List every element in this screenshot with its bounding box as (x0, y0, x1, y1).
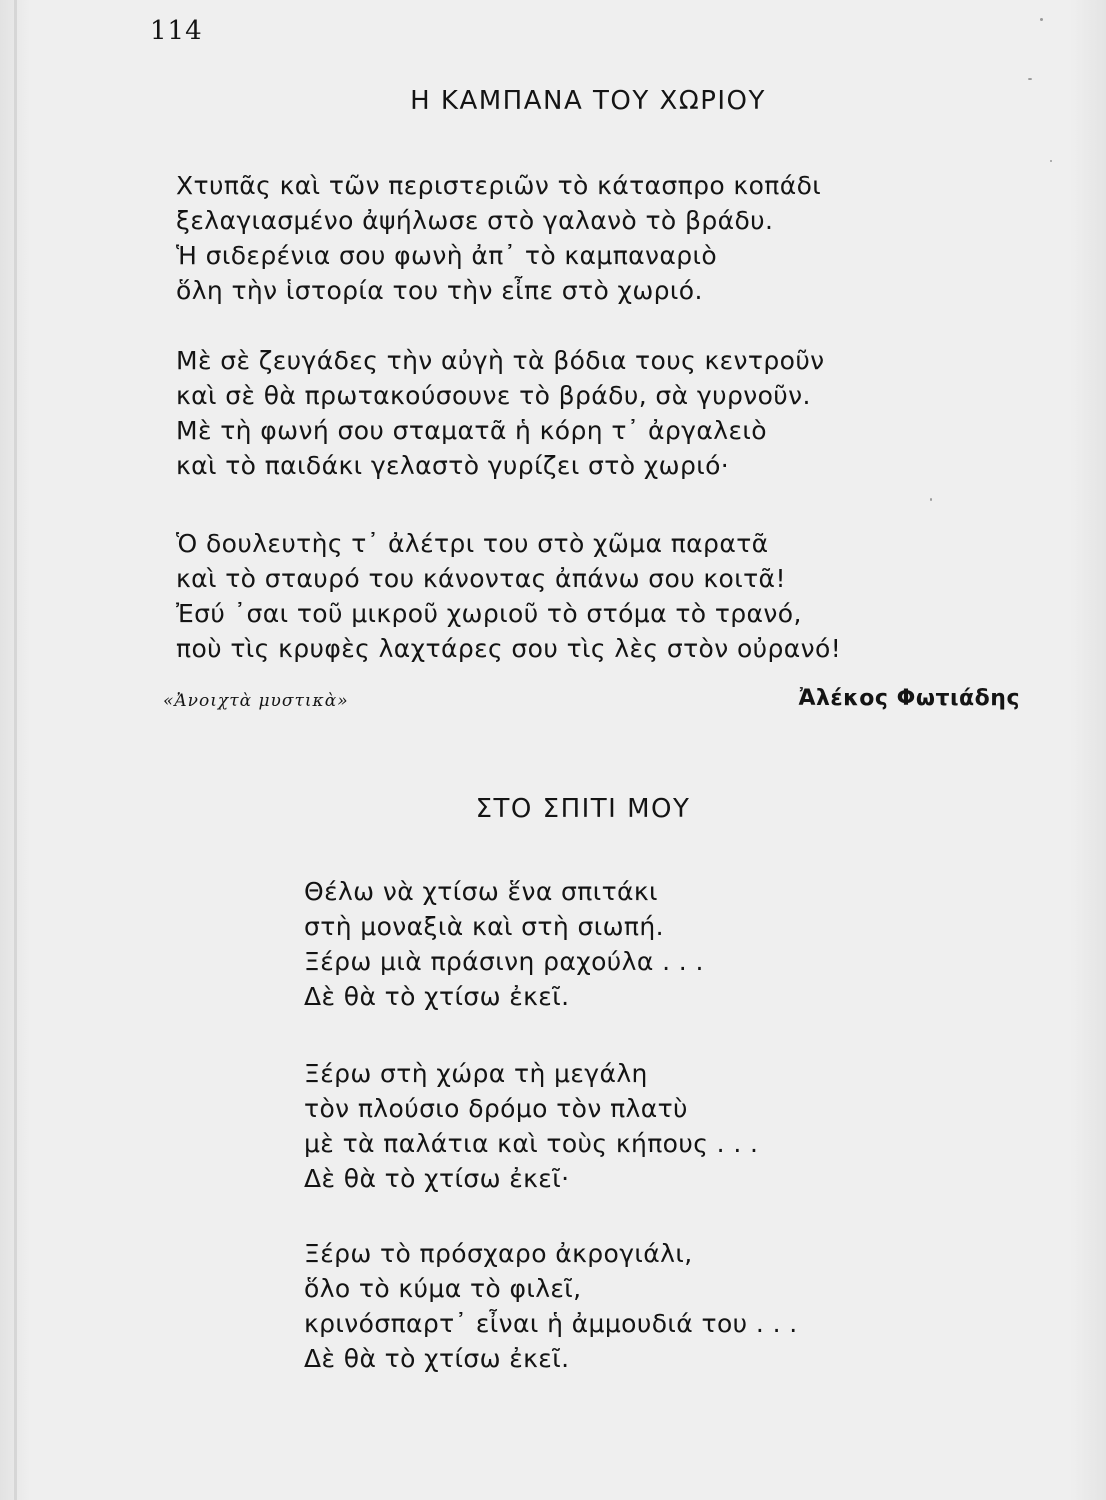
poem-stanza (176, 168, 821, 308)
poem-line: Ξέρω στὴ χώρα τὴ μεγάλη (304, 1059, 648, 1088)
page-binding-edge (14, 0, 17, 1500)
poem-title: ΣΤΟ ΣΠΙΤΙ ΜΟΥ (475, 794, 691, 824)
scan-speck (930, 498, 932, 501)
poem-line: Θέλω νὰ χτίσω ἕνα σπιτάκι (304, 877, 658, 906)
poem-title: Η ΚΑΜΠΑΝΑ ΤΟΥ ΧΩΡΙΟΥ (410, 86, 766, 116)
poem-line: ὅλη τὴν ἱστορία του τὴν εἶπε στὸ χωριό. (176, 276, 703, 305)
poem-line: Ἡ σιδερένια σου φωνὴ ἀπ᾽ τὸ καμπαναριὸ (176, 241, 718, 270)
poem-line: ποὺ τὶς κρυφὲς λαχτάρες σου τὶς λὲς στὸν οὐρανό! (176, 634, 842, 663)
poem-line: Χτυπᾶς καὶ τῶν περιστεριῶν τὸ κάτασπρο κοπάδι (176, 171, 822, 200)
poem-stanza (304, 874, 704, 1014)
poem-line: Δὲ θὰ τὸ χτίσω ἐκεῖ· (304, 1164, 570, 1193)
poem-line: καὶ σὲ θὰ πρωτακούσουνε τὸ βράδυ, σὰ γυρνοῦν. (176, 381, 811, 410)
poem-line: Μὲ τὴ φωνή σου σταματᾶ ἡ κόρη τ᾽ ἀργαλειὸ (176, 416, 767, 445)
poem-line: τὸν πλούσιο δρόμο τὸν πλατὺ (304, 1094, 688, 1123)
poem-line: στὴ μοναξιὰ καὶ στὴ σιωπή. (304, 912, 664, 941)
poem-line: Μὲ σὲ ζευγάδες τὴν αὐγὴ τὰ βόδια τους κεντροῦν (176, 346, 825, 375)
poem-stanza (304, 1236, 798, 1376)
poem-line: Ὁ δουλευτὴς τ᾽ ἀλέτρι του στὸ χῶμα παρατᾶ (176, 529, 769, 558)
poem-line: μὲ τὰ παλάτια καὶ τοὺς κήπους . . . (304, 1129, 759, 1158)
poem-line: καὶ τὸ σταυρό του κάνοντας ἀπάνω σου κοιτᾶ! (176, 564, 786, 593)
poem-line: Ξέρω τὸ πρόσχαρο ἀκρογιάλι, (304, 1239, 693, 1268)
scan-speck (1028, 78, 1032, 80)
poem-author: Ἀλέκος Φωτιάδης (798, 686, 1020, 711)
scan-speck (1050, 160, 1052, 162)
poem-line: Ἐσύ ᾽σαι τοῦ μικροῦ χωριοῦ τὸ στόμα τὸ τρανό, (176, 599, 802, 628)
poem-line: ὅλο τὸ κύμα τὸ φιλεῖ, (304, 1274, 582, 1303)
page-number: 114 (150, 16, 203, 46)
poem-line: κρινόσπαρτ᾽ εἶναι ἡ ἀμμουδιά του . . . (304, 1309, 798, 1338)
scan-speck (1040, 18, 1043, 21)
poem-line: Δὲ θὰ τὸ χτίσω ἐκεῖ. (304, 1344, 570, 1373)
poem-stanza (176, 343, 825, 483)
poem-line: Ξέρω μιὰ πράσινη ραχούλα . . . (304, 947, 704, 976)
poem-source: «Ἀνοιχτὰ μυστικὰ» (163, 691, 349, 711)
poem-line: Δὲ θὰ τὸ χτίσω ἐκεῖ. (304, 982, 570, 1011)
poem-stanza (176, 526, 841, 666)
poem-line: καὶ τὸ παιδάκι γελαστὸ γυρίζει στὸ χωριό· (176, 451, 730, 480)
poem-line: ξελαγιασμένο ἀψήλωσε στὸ γαλανὸ τὸ βράδυ. (176, 206, 774, 235)
poem-stanza (304, 1056, 758, 1196)
